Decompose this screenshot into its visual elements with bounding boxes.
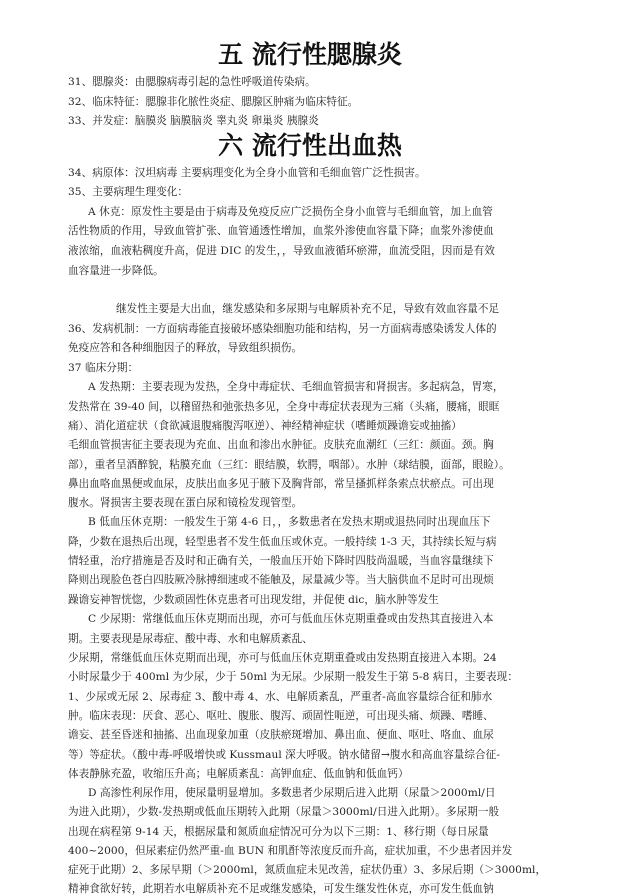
text-line: 33、并发症：脑膜炎 脑膜脑炎 睾丸炎 卵巢炎 胰腺炎 [68,115,319,127]
text-line: 情轻重，治疗措施是否及时和正确有关，一般血压开始下降时四肢尚温暖，当血容量继续下 [68,555,494,567]
text-line: 躁谵妄神智恍惚，少数顽固性休克患者可出现发绀，并促使 dic，脑水肿等发生 [68,594,439,606]
text-line: 血容量进一步降低。 [68,265,164,277]
text-line: D 高渗性利尿作用，使尿量明显增加。多数患者少尿期后进入此期（尿量＞2000ml/日 [88,787,496,799]
text-line: A 休克：原发性主要是由于病毒及免疫反应广泛损伤全身小血管与毛细血管，加上血管 [88,206,493,218]
text-line: 降则出现脸色苍白四肢厥冷脉搏细速或不能触及，尿量减少等。当大脑供血不足时可出现烦 [68,574,494,586]
text-line: 1、少尿或无尿 2、尿毒症 3、酸中毒 4、水、电解质紊乱，严重者-高血容量综合征和肺水 [68,691,493,703]
text-line: 鼻出血咯血黑便或血尿，皮肤出血多见于腋下及胸背部，常呈搔抓样条索点状瘀点。可出现 [68,478,494,490]
text-line: 谵妄、甚至昏迷和抽搐、出血现象加重（皮肤瘀斑增加、鼻出血、便血、呕吐、咯血、血尿 [68,729,494,741]
text-line: B 低血压休克期：一般发生于第 4-6 日，，多数患者在发热末期或退热同时出现血压下 [88,516,491,528]
text-line: 继发性主要是大出血，继发感染和多尿期与电解质补充不足，导致有效血容量不足 [116,303,500,315]
text-line: 痛）、消化道症状（食欲减退腹痛腹泻呕逆）、神经精神症状（嗜睡烦躁谵妄或抽搐） [68,420,462,432]
heading-mumps: 五 流行性腮腺炎 [218,40,402,69]
text-line: 免疫应答和各种细胞因子的释放，导致组织损伤。 [68,342,303,354]
text-line: 为进入此期），少数-发热期或低血压期转入此期（尿量＞3000ml/日进入此期）。多尿期一般 [68,806,500,818]
text-line: 35、主要病理生理变化： [68,186,189,198]
text-line: 等）等症状。（酸中毒-呼吸增快或 Kussmaul 深大呼吸。钠水储留→腹水和高血容量综合征- [68,749,500,761]
text-line: 出现在病程第 9-14 天，根据尿量和氮质血症情况可分为以下三期：1、移行期（每日尿量 [68,826,489,838]
text-line: 小时尿量少于 400ml 为少尿，少于 50ml 为无尿。少尿期一般发生于第 5-8 病日，主要表现： [68,671,518,683]
text-line: 毛细血管损害征主要表现为充血、出血和渗出水肿征。皮肤充血潮红（三红：颜面。颈。胸 [68,439,494,451]
heading-hemorrhagic-fever: 六 流行性出血热 [218,131,402,160]
text-line: 少尿期，常继低血压休克期而出现，亦可与低血压休克期重叠或由发热期直接进入本期。24 [68,652,497,664]
text-line: A 发热期：主要表现为发热，全身中毒症状、毛细血管损害和肾损害。多起病急，胃寒， [88,381,504,393]
text-line: 部），重者呈酒醉貌，粘膜充血（三红：眼结膜，软腭，咽部）。水肿（球结膜，面部，眼睑）。 [68,459,510,471]
text-line: 32、临床特征：腮腺非化脓性炎症、腮腺区肿痛为临床特征。 [68,96,359,108]
text-line: 34、病原体：汉坦病毒 主要病理变化为全身小血管和毛细血管广泛性损害。 [68,167,426,179]
text-line: 期。主要表现是尿毒症、酸中毒、水和电解质紊乱、 [68,633,313,645]
text-line: 体表静脉充盈，收缩压升高；电解质紊乱：高钾血症、低血钠和低血钙） [68,768,409,780]
text-line: 症死于此期）2、多尿早期（＞2000ml，氮质血症未见改善，症状仍重）3、多尿后期（＞3000ml， [68,864,547,876]
text-line: 肿。临床表现：厌食、恶心、呕吐、腹胀、腹泻、顽固性呃逆，可出现头痛、烦躁、嗜睡、 [68,710,494,722]
text-line: 36、发病机制：一方面病毒能直接破坏感染细胞功能和结构，另一方面病毒感染诱发人体的 [68,323,497,335]
text-line: 31、腮腺炎：由腮腺病毒引起的急性呼吸道传染病。 [68,76,316,88]
text-line: 活性物质的作用，导致血管扩张、血管通透性增加，血浆外渗使血容量下降；血浆外渗使血 [68,225,494,237]
text-line: 精神食欲好转，此期若水电解质补充不足或继发感染，可发生继发性休克，亦可发生低血钠 [68,883,494,895]
text-line: C 少尿期：常继低血压休克期而出现，亦可与低血压休克期重叠或由发热其直接进入本 [88,613,494,625]
text-line: 发热常在 39-40 间，以稽留热和弛张热多见，全身中毒症状表现为三痛（头痛，腰痛，眼眶 [68,401,500,413]
text-line: 37 临床分期： [68,362,139,374]
text-line: 液浓缩，血液粘稠度升高，促进 DIC 的发生，，导致血液循环瘀滞，血流受阻，因而是有效 [68,245,495,257]
text-line: 腹水。肾损害主要表现在蛋白尿和镜检发现管型。 [68,497,303,509]
text-line: 降，少数在退热后出现，轻型患者不发生低血压或休克。一般持续 1-3 天，其持续长短与病 [68,536,497,548]
text-line: 400~2000，但尿素症仍然严重-血 BUN 和肌酐等浓度反而升高，症状加重，不少患者因并发 [68,845,513,857]
